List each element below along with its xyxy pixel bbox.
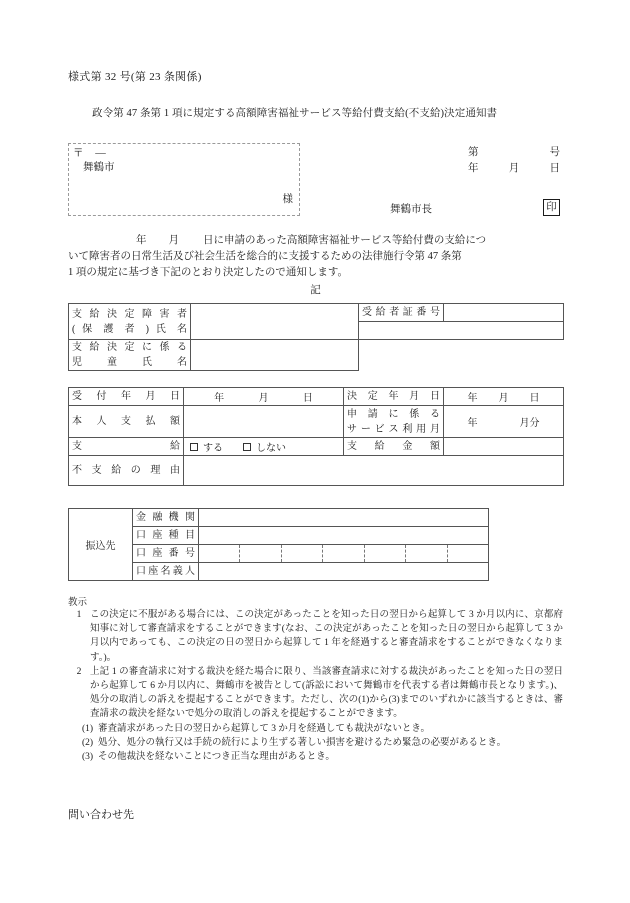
table-row [69,509,489,527]
cell-label-institution [133,509,199,527]
cell-label-reason [69,456,184,486]
ki-heading: 記 [310,285,321,296]
body-line-3: 1 項の規定に基づき下記のとおり決定したので通知します。 [68,267,349,278]
instruction-sub-text: 審査請求があった日の翌日から起算して 3 か月を経過しても裁決がないとき。 [98,723,431,734]
instructions-list [68,608,563,764]
body-date-month: 月 [168,235,179,246]
document-number-line [468,144,560,159]
cell-value-account-holder[interactable] [199,563,489,581]
contact-label: 問い合わせ先 [68,809,134,821]
label-beneficiary-line1: 支給決定障害者 [72,308,187,320]
instruction-sub-item [68,722,563,736]
decision-date-year: 年 [467,393,478,404]
label-payment-amount: 支給金額 [347,441,440,452]
label-account-type: 口座種目 [136,530,195,541]
cell-value-certificate-number[interactable] [444,304,564,322]
service-month-value: 月分 [519,418,540,429]
cell-value-reason[interactable] [184,456,564,486]
issuer-name: 舞鶴市長 [390,204,432,215]
cell-value-child-name-main[interactable] [191,340,359,371]
table-row [69,304,564,322]
cell-value-account-number[interactable] [199,545,489,563]
cell-label-self-payment [69,406,184,438]
cell-value-receipt-date[interactable] [184,388,344,406]
account-digit-cell[interactable] [406,545,447,562]
document-number-suffix: 号 [549,147,560,158]
table-row [69,456,564,486]
checkbox-pay-no[interactable] [243,443,251,451]
instruction-sub-item [68,736,563,750]
label-child-line1: 支給決定に係る [72,342,187,353]
label-pay-no: しない [256,443,286,454]
postal-dash: — [95,148,106,159]
instruction-item [68,665,563,722]
cell-label-child-name [69,340,191,371]
decision-date-day: 日 [529,393,540,404]
cell-value-self-payment[interactable] [184,406,344,438]
cell-label-account-type [133,527,199,545]
cell-value-payment-amount[interactable] [444,438,564,456]
receipt-date-month: 月 [258,393,269,404]
document-date-year: 年 [468,163,479,174]
bank-transfer-table [68,508,489,581]
seal-stamp-box: 印 [543,199,560,216]
postal-code-line [73,145,118,160]
cell-value-beneficiary-name[interactable] [191,304,359,340]
document-title: 政令第 47 条第 1 項に規定する高額障害福祉サービス等給付費支給(不支給)決定通知書 [92,108,498,119]
instruction-sub-text: その他裁決を経ないことにつき正当な理由があるとき。 [98,752,335,763]
document-date-line [468,160,560,175]
account-digit-cell[interactable] [282,545,323,562]
cell-payment-choice[interactable] [184,438,344,456]
service-month-year: 年 [467,418,478,429]
instruction-number: 2 [76,666,82,677]
cell-label-account-number [133,545,199,563]
cell-label-transfer-to: 振込先 [69,509,133,581]
instruction-sub-number: (2) [82,737,94,748]
decision-table [68,387,564,486]
label-child-line2: 児 童 氏 名 [72,357,187,368]
label-beneficiary-line2: ( 保 護 者 ) 氏 名 [72,323,187,335]
postal-mark-icon: 〒 [73,148,84,159]
instruction-item [68,608,563,665]
cell-label-beneficiary-name [69,304,191,340]
cell-label-payment [69,438,184,456]
instructions-heading: 教示 [68,598,88,608]
instruction-sub-number: (3) [82,752,94,763]
body-line-1: 日に申請のあった高額障害福祉サービス等給付費の支給につ [203,235,487,246]
addressee-honorific: 様 [282,194,293,205]
addressee-city: 舞鶴市 [83,162,115,173]
account-digit-cell[interactable] [199,545,240,562]
label-payment: 支 給 [72,441,180,452]
receipt-date-day: 日 [302,393,313,404]
table-row [69,388,564,406]
account-digit-cell[interactable] [448,545,488,562]
account-digit-cell[interactable] [240,545,281,562]
body-line-2: いて障害者の日常生活及び社会生活を総合的に支援するための法律施行令第 47 条第 [68,251,462,262]
document-number-prefix: 第 [468,147,479,158]
cell-value-child-name[interactable] [359,322,564,340]
cell-label-account-holder [133,563,199,581]
label-service-month-line1: 申請に係る [347,408,440,420]
table-row [69,438,564,456]
account-number-digit-cells[interactable] [199,545,488,562]
cell-value-account-type[interactable] [199,527,489,545]
form-number: 様式第 32 号(第 23 条関係) [68,71,202,83]
table-row [69,340,564,371]
decision-date-month: 月 [498,393,509,404]
cell-label-service-month [344,406,444,438]
instruction-sub-item [68,750,563,764]
cell-value-decision-date[interactable] [444,388,564,406]
label-certificate-number: 受給者証番号 [362,307,440,318]
recipient-table [68,303,564,371]
label-institution: 金融機関 [136,512,195,523]
receipt-date-year: 年 [214,393,225,404]
cell-label-payment-amount [344,438,444,456]
cell-value-institution[interactable] [199,509,489,527]
document-date-day: 日 [549,163,560,174]
cell-label-certificate-number [359,304,444,322]
document-date-month: 月 [508,163,520,174]
table-row [69,406,564,438]
addressee-box [68,143,300,216]
label-self-payment: 本人支払額 [72,416,180,427]
cell-value-service-month[interactable] [444,406,564,438]
cell-label-decision-date [344,388,444,406]
label-service-month-line2: サービス利用月 [347,423,440,435]
instruction-number: 1 [76,610,82,620]
account-digit-cell[interactable] [323,545,364,562]
instruction-sub-text: 処分、処分の執行又は手続の続行により生ずる著しい損害を避けるため緊急の必要があるとき。 [98,737,507,748]
label-reason: 不支給の理由 [72,465,180,476]
label-receipt-date: 受付年月日 [72,391,180,402]
label-decision-date: 決定年月日 [347,391,440,402]
label-account-holder: 口座名義人 [136,566,195,577]
instruction-text: この決定に不服がある場合には、この決定があったことを知った日の翌日から起算して 3 か月以内に、京都府知事に対して審査請求をすることができます(なお、この決定があったことを知った日の翌日から起算して 3 か月以内であっても、この決定の日の翌日から起算して 1 年を経過すると審査請求をすることができなくなります。)。 [90,610,563,663]
body-paragraph [68,233,563,281]
account-digit-cell[interactable] [365,545,406,562]
body-date-year: 年 [136,235,147,246]
instruction-text: 上記 1 の審査請求に対する裁決を経た場合に限り、当該審査請求に対する裁決があったことを知った日の翌日から起算して 6 か月以内に、舞鶴市を被告として(訴訟において舞鶴市を代表する者は舞鶴市長となります。)、処分の取消しの訴えを提起することができます。ただし、次の(1)から(3)までのいずれかに該当するときは、審査請求の裁決を経ないで処分の取消しの訴えを提起することができます。 [90,666,563,720]
checkbox-pay-yes[interactable] [190,443,198,451]
label-account-number: 口座番号 [136,548,195,559]
instruction-sub-number: (1) [82,723,94,734]
label-pay-yes: する [203,443,223,454]
cell-label-receipt-date [69,388,184,406]
instruction-sub-list [68,722,563,765]
